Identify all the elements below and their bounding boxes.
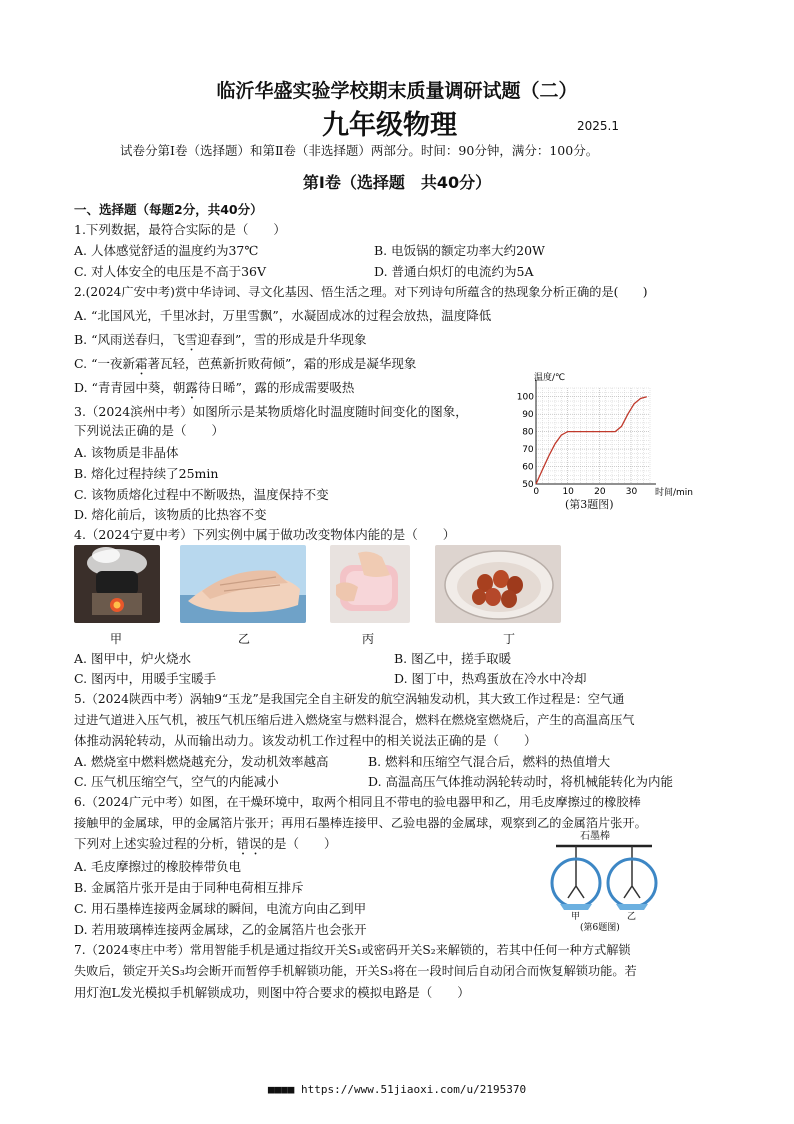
y-tick-label: 80 <box>522 427 534 438</box>
x-tick-label: 0 <box>533 487 540 497</box>
q3-option-c: C. 该物质熔化过程中不断吸热，温度保持不变 <box>74 487 329 502</box>
q6-option-a: A. 毛皮摩擦过的橡胶棒带负电 <box>74 859 241 874</box>
exam-intro: 试卷分第Ⅰ卷（选择题）和第Ⅱ卷（非选择题）两部分。时间：90分钟，满分：100分。 <box>120 143 599 158</box>
q4-option-c: C. 图丙中，用暖手宝暖手 <box>74 671 217 686</box>
part-heading: 第Ⅰ卷（选择题 共40分） <box>302 173 492 192</box>
y-tick-label: 60 <box>522 462 534 473</box>
subject-title: 九年级物理 <box>322 110 457 141</box>
q1-option-c: C. 对人体安全的电压是不高于36V <box>74 264 266 279</box>
q5-stem-line3: 体推动涡轮转动，从而输出动力。该发动机工作过程中的相关说法正确的是（ ） <box>74 733 537 748</box>
x-tick-label: 10 <box>562 487 574 497</box>
q3-stem-line1: 3.（2024滨州中考）如图所示是某物质熔化时温度随时间变化的图象， <box>74 404 468 419</box>
q4-stem: 4.（2024宁夏中考）下列实例中属于做功改变物体内能的是（ ） <box>74 527 456 542</box>
photo-stove-boiling-water <box>74 545 160 623</box>
q2-option-d: D. “青青园中葵，朝露待日晞”，露的形成需要吸热 <box>74 380 355 395</box>
photo-rubbing-hands <box>180 545 306 623</box>
q6-option-d: D. 若用玻璃棒连接两金属球，乙的金属箔片也会张开 <box>74 922 367 937</box>
electroscope-figure <box>540 828 670 932</box>
exam-title: 临沂华盛实验学校期末质量调研试题（二） <box>216 80 578 102</box>
q1-option-a: A. 人体感觉舒适的温度约为37℃ <box>74 243 259 258</box>
q1-stem: 1.下列数据，最符合实际的是（ ） <box>74 222 286 237</box>
x-tick-label: 30 <box>625 487 638 497</box>
photo-eggs-in-cold-water <box>435 545 561 623</box>
chart-y-label: 温度/℃ <box>534 373 566 383</box>
q2-option-a: A. “北国风光，千里冰封，万里雪飘”，水凝固成冰的过程会放热，温度降低 <box>74 308 492 323</box>
q4-label-bing: 丙 <box>362 632 375 646</box>
q6-stem-line2: 接触甲的金属球，甲的金属箔片张开；再用石墨棒连接甲、乙验电器的金属球，观察到乙的金属箔片张开。 <box>74 816 647 830</box>
q6-option-c: C. 用石墨棒连接两金属球的瞬间，电流方向由乙到甲 <box>74 901 367 916</box>
q4-label-jia: 甲 <box>110 632 123 646</box>
q6-stem-line1: 6.（2024广元中考）如图，在干燥环境中，取两个相同且不带电的验电器甲和乙，用毛皮摩擦过的橡胶棒 <box>74 795 641 809</box>
q6-figure-caption: (第6题图) <box>580 923 620 932</box>
q6-stem-line3: 下列对上述实验过程的分析，错误的是（ ） <box>74 836 337 851</box>
photo-hand-warmer <box>330 545 410 623</box>
exam-date: 2025.1 <box>577 119 619 133</box>
graphite-rod-label: 石墨棒 <box>580 831 610 842</box>
y-tick-label: 50 <box>522 480 534 490</box>
q3-option-b: B. 熔化过程持续了25min <box>74 466 219 481</box>
q7-stem-line2: 失败后，锁定开关S₃均会断开而暂停手机解锁功能，开关S₃将在一段时间后自动闭合而恢复解锁功能。若 <box>74 964 637 978</box>
footer-url[interactable]: ■■■■ https://www.51jiaoxi.com/u/2195370 <box>267 1083 527 1096</box>
q3-figure-caption: (第3题图) <box>565 498 614 511</box>
section-heading: 一、选择题（每题2分，共40分） <box>74 202 263 217</box>
chart-grid <box>536 388 650 484</box>
q2-stem: 2.(2024广安中考)赏中华诗词、寻文化基因、悟生活之理。对下列诗句所蕴含的热现象分析正确的是( ) <box>74 285 648 299</box>
q5-stem-line1: 5.（2024陕西中考）涡轴9“玉龙”是我国完全自主研发的航空涡轴发动机，其大致工作过程是：空气通 <box>74 692 625 706</box>
y-tick-label: 100 <box>516 392 534 403</box>
q5-option-b: B. 燃料和压缩空气混合后，燃料的热值增大 <box>368 754 611 769</box>
y-tick-label: 70 <box>522 445 534 456</box>
chart-x-label: 时间/min <box>655 488 694 498</box>
q5-option-d: D. 高温高压气体推动涡轮转动时，将机械能转化为内能 <box>368 774 674 789</box>
melting-curve-chart <box>510 366 700 501</box>
q2-option-b: B. “风雨送春归，飞雪迎春到”，雪的形成是升华现象 <box>74 332 367 347</box>
q5-stem-line2: 过进气道进入压气机，被压气机压缩后进入燃烧室与燃料混合，燃料在燃烧室燃烧后，产生的高温高压气 <box>74 713 635 727</box>
q3-stem-line2: 下列说法正确的是（ ） <box>74 423 225 438</box>
q4-label-yi: 乙 <box>238 632 251 646</box>
q4-label-ding: 丁 <box>503 632 516 646</box>
q7-stem-line1: 7.（2024枣庄中考）常用智能手机是通过指纹开关S₁或密码开关S₂来解锁的，若其中任何一种方式解锁 <box>74 943 631 957</box>
q6-option-b: B. 金属箔片张开是由于同种电荷相互排斥 <box>74 880 304 895</box>
q7-stem-line3: 用灯泡L发光模拟手机解锁成功，则图中符合要求的模拟电路是（ ） <box>74 985 470 1000</box>
chart-tick-labels <box>517 393 638 497</box>
x-tick-label: 20 <box>594 487 606 497</box>
q4-option-a: A. 图甲中，炉火烧水 <box>74 651 191 666</box>
q3-option-a: A. 该物质是非晶体 <box>74 445 179 460</box>
q5-option-a: A. 燃烧室中燃料燃烧越充分，发动机效率越高 <box>74 754 329 769</box>
q4-option-d: D. 图丁中，热鸡蛋放在冷水中冷却 <box>394 671 587 686</box>
q5-option-c: C. 压气机压缩空气，空气的内能减小 <box>74 774 279 789</box>
q1-option-b: B. 电饭锅的额定功率大约20W <box>374 243 545 258</box>
q2-option-c: C. “一夜新霜著瓦轻，芭蕉新折败荷倾”，霜的形成是凝华现象 <box>74 356 417 371</box>
electroscope-yi-label: 乙 <box>627 912 637 922</box>
q4-option-b: B. 图乙中，搓手取暖 <box>394 651 512 666</box>
q3-option-d: D. 熔化前后，该物质的比热容不变 <box>74 507 267 522</box>
y-tick-label: 90 <box>522 410 534 421</box>
electroscope-jia-label: 甲 <box>571 912 581 922</box>
q1-option-d: D. 普通白炽灯的电流约为5A <box>374 264 534 279</box>
